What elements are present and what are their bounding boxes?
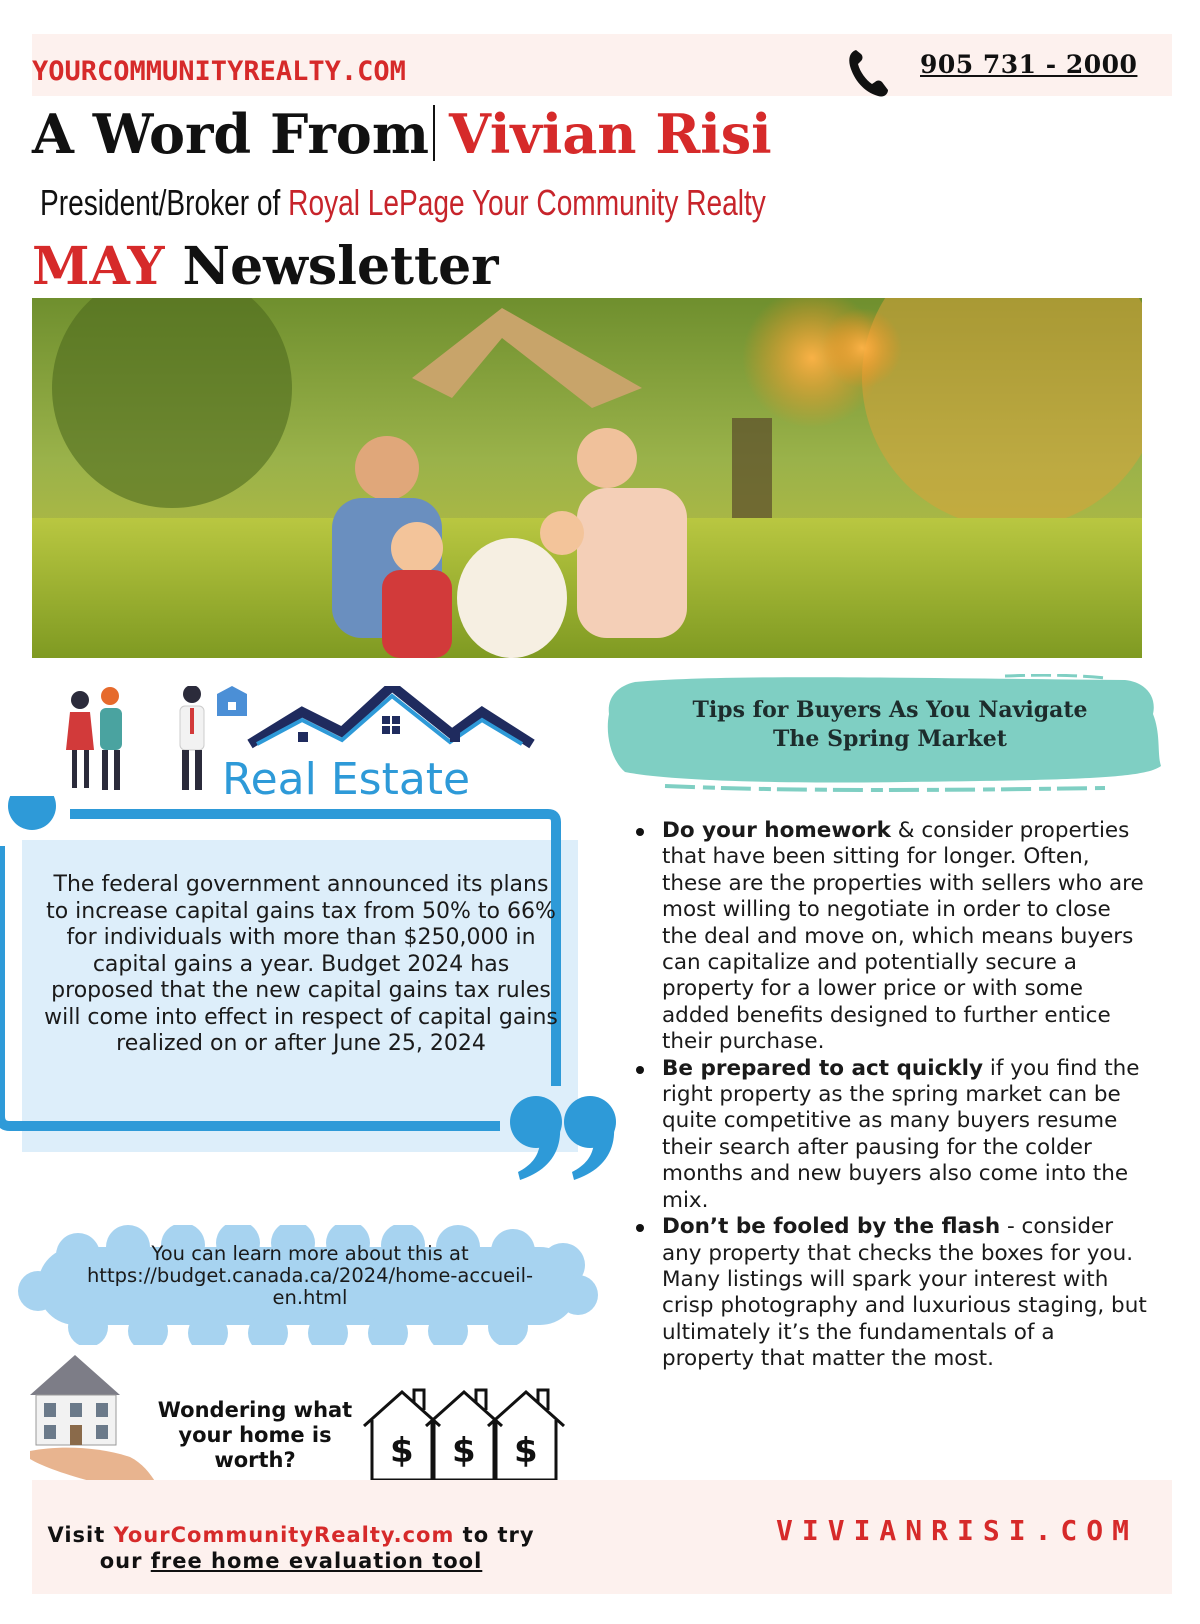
tips-title	[640, 696, 1140, 754]
tip-heading: Do your homework	[662, 818, 891, 843]
dollar-sign-2: $	[452, 1431, 476, 1471]
footer-visit: Visit	[47, 1523, 106, 1547]
list-item	[632, 1056, 1152, 1214]
footer-cta	[46, 1522, 536, 1574]
home-worth-question: Wondering what your home is worth?	[157, 1398, 353, 1472]
page-title	[32, 102, 772, 166]
tip-heading: Don’t be fooled by the flash	[662, 1214, 1001, 1240]
close-quote-icon	[510, 1096, 616, 1180]
tip-heading: Be prepared to act quickly	[662, 1055, 984, 1081]
open-quote-icon	[8, 796, 56, 830]
tips-list	[632, 818, 1152, 1373]
tip-body: & consider properties that have been sitting for longer. Often, these are the properties with sellers who are most willing to negotiate in order to close the deal and move on, which means buyers can capitalize and potentially secure a property for a lower price or with some added benefits designed to further entice their purchase.	[662, 818, 1144, 1055]
hero-family-photo	[32, 298, 1142, 658]
subtitle	[40, 182, 766, 224]
dollar-houses-icon	[362, 1386, 594, 1482]
learn-more-text[interactable]: You can learn more about this at https://budget.canada.ca/2024/home-accueil-en.html	[86, 1242, 534, 1309]
tips-title-line1: Tips for Buyers As You Navigate	[692, 697, 1088, 723]
dollar-sign-1: $	[390, 1431, 414, 1471]
newsletter-month: MAY	[32, 236, 165, 297]
phone-icon[interactable]	[846, 46, 890, 98]
evaluation-tool-link[interactable]: free home evaluation tool	[150, 1549, 483, 1573]
house-in-hand-icon	[30, 1355, 160, 1485]
newsletter-title	[32, 236, 499, 297]
real-estate-label: Real Estate	[222, 754, 471, 805]
site-url[interactable]: YOURCOMMUNITYREALTY.COM	[32, 56, 406, 87]
dollar-sign-3: $	[514, 1431, 538, 1471]
subtitle-company: Royal LePage Your Community Realty	[288, 182, 766, 223]
footer-to-try: to try	[462, 1523, 535, 1547]
footer-site-link[interactable]: YourCommunityRealty.com	[113, 1523, 455, 1547]
newsletter-label: Newsletter	[182, 236, 499, 297]
list-item	[632, 1214, 1152, 1372]
footer-our: our	[99, 1549, 143, 1573]
tip-body: - consider any property that checks the boxes for you. Many listings will spark your interest with crisp photography and luxurious staging, but ultimately it’s the fundamentals of a property that matter the most.	[662, 1214, 1147, 1372]
subtitle-prefix: President/Broker of	[40, 182, 281, 223]
phone-number[interactable]: 905 731 - 2000	[920, 50, 1138, 79]
tips-title-line2: The Spring Market	[773, 726, 1007, 752]
tip-body: if you find the right property as the spring market can be quite competitive as many buyers resume their search after pausing for the colder months and new buyers also come into the mix.	[662, 1055, 1140, 1213]
title-divider	[433, 105, 435, 161]
list-item	[632, 818, 1152, 1056]
title-name: Vivian Risi	[448, 102, 772, 166]
footer-website[interactable]: VIVIANRISI.COM	[776, 1514, 1139, 1547]
capital-gains-text: The federal government announced its plans to increase capital gains tax from 50% to 66% for individuals with more than $250,000 in capital gains a year. Budget 2024 has proposed that the new capital gains tax rules will come into effect in respect of capital gains realized on or after June 25, 2024	[44, 872, 558, 1056]
title-lead: A Word From	[32, 102, 429, 166]
